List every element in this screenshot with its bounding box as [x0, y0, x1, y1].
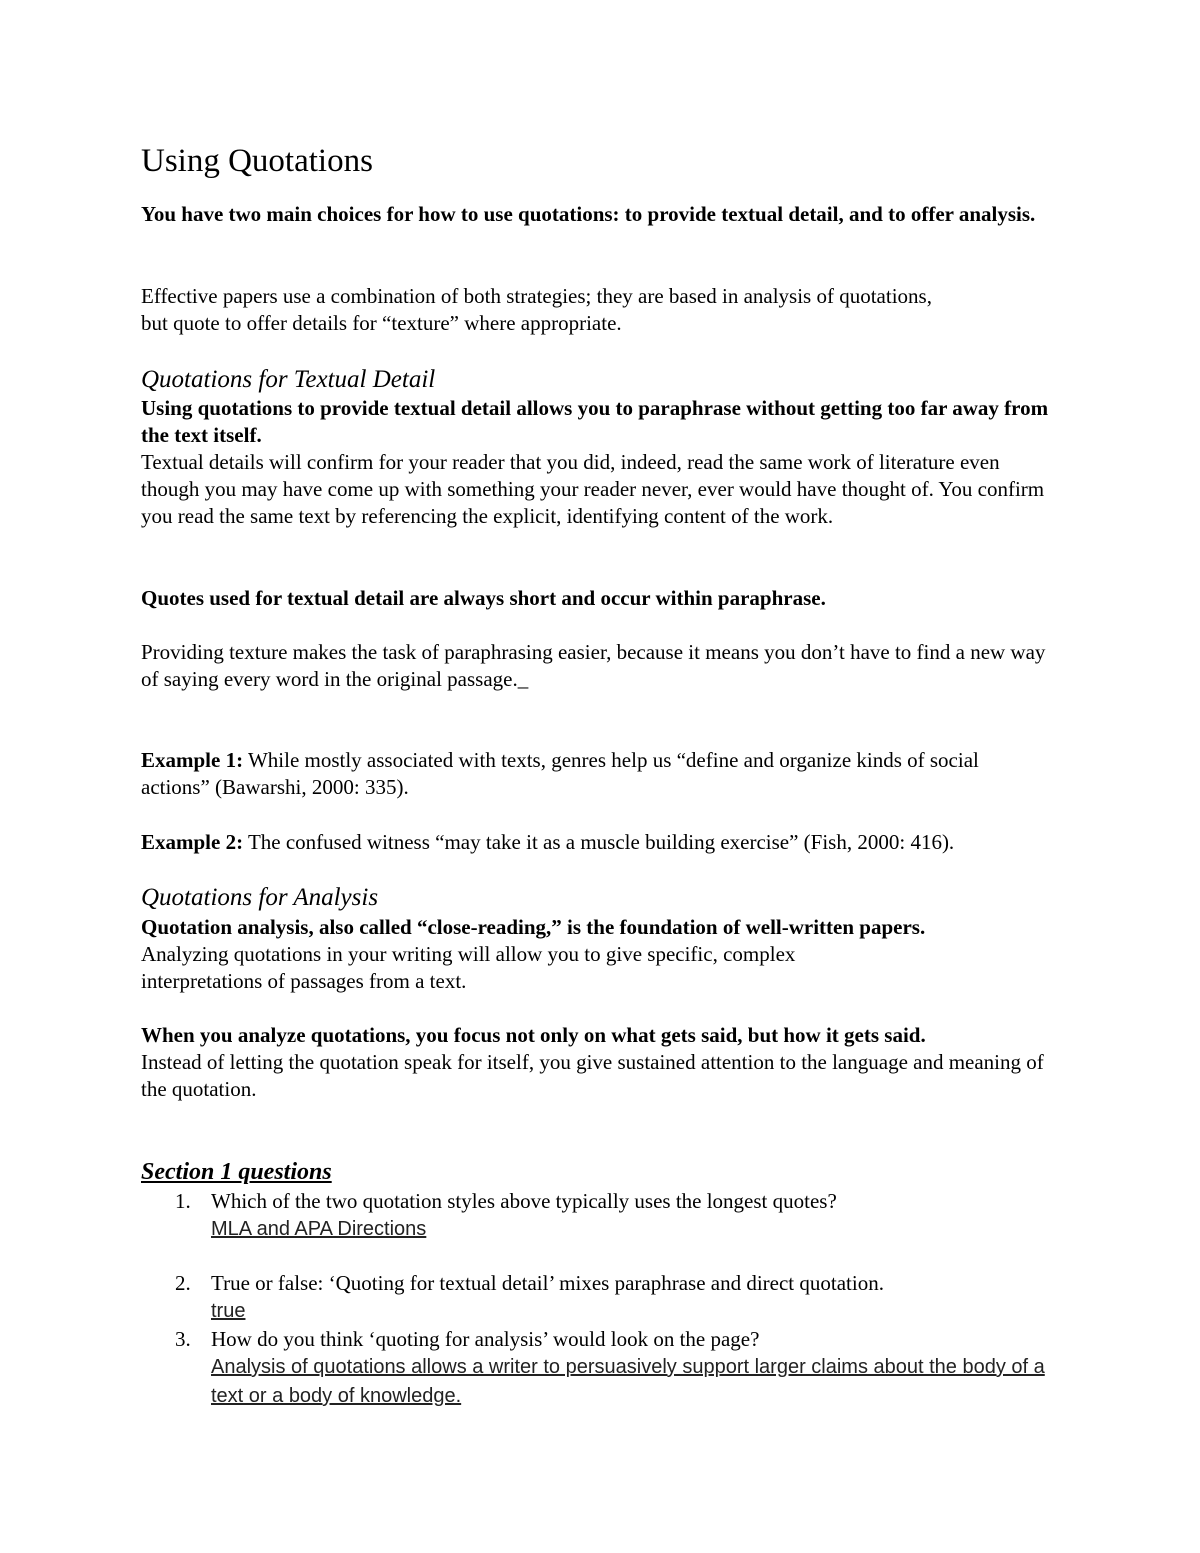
section-1-heading: Section 1 questions [141, 1159, 332, 1185]
texture-paragraph: Providing texture makes the task of paraphrasing easier, because it means you don’t have to find a new way of saying every word in the original passage._ [141, 640, 1046, 691]
question-item [141, 1326, 1056, 1411]
question-number: 1. [175, 1189, 191, 1213]
textual-detail-body: Textual details will confirm for your reader that you did, indeed, read the same work of literature even though you may have come up with something your reader never, ever would have thought of. You confirm you read the same text by referencing the explicit, identifying content of the work. [141, 450, 1045, 528]
analysis-bold-note: When you analyze quotations, you focus not only on what gets said, but how it gets said. [141, 1023, 926, 1047]
example-1-label: Example 1: [141, 748, 244, 772]
analysis-bold-lead: Quotation analysis, also called “close-reading,” is the foundation of well-written papers. [141, 915, 926, 939]
question-answer: true [211, 1300, 246, 1322]
question-item [141, 1270, 1056, 1326]
textual-detail-heading: Quotations for Textual Detail [141, 366, 436, 393]
question-answer: MLA and APA Directions [211, 1218, 427, 1240]
analysis-heading: Quotations for Analysis [141, 884, 379, 911]
example-1 [141, 747, 1031, 801]
question-answer: Analysis of quotations allows a writer to persuasively support larger claims about the body of a text or a body of knowledge. [211, 1356, 1045, 1407]
intro-paragraph: Effective papers use a combination of both strategies; they are based in analysis of quotations, but quote to offer details for “texture” where appropriate. [141, 284, 932, 335]
textual-detail-bold-note: Quotes used for textual detail are always short and occur within paraphrase. [141, 586, 826, 610]
question-text: Which of the two quotation styles above typically uses the longest quotes? [211, 1189, 837, 1213]
analysis-body-2: Instead of letting the quotation speak for itself, you give sustained attention to the language and meaning of the quotation. [141, 1050, 1044, 1101]
intro-bold-paragraph: You have two main choices for how to use quotations: to provide textual detail, and to offer analysis. [141, 202, 1036, 226]
analysis-body: Analyzing quotations in your writing will allow you to give specific, complex interpretations of passages from a text. [141, 942, 796, 993]
document-page [141, 0, 1061, 1553]
page-title: Using Quotations [141, 143, 373, 179]
question-text: How do you think ‘quoting for analysis’ would look on the page? [211, 1327, 760, 1351]
question-number: 3. [175, 1327, 191, 1351]
section-1-question-list [141, 1188, 1056, 1411]
textual-detail-bold-lead: Using quotations to provide textual detail allows you to paraphrase without getting too far away from the text itself. [141, 396, 1049, 447]
example-2 [141, 829, 1056, 856]
example-1-text: While mostly associated with texts, genres help us “define and organize kinds of social actions” (Bawarshi, 2000: 335). [141, 748, 979, 799]
question-item [141, 1188, 1056, 1244]
question-text: True or false: ‘Quoting for textual detail’ mixes paraphrase and direct quotation. [211, 1271, 884, 1295]
question-number: 2. [175, 1271, 191, 1295]
example-2-text: The confused witness “may take it as a muscle building exercise” (Fish, 2000: 416). [243, 830, 955, 854]
example-2-label: Example 2: [141, 830, 244, 854]
